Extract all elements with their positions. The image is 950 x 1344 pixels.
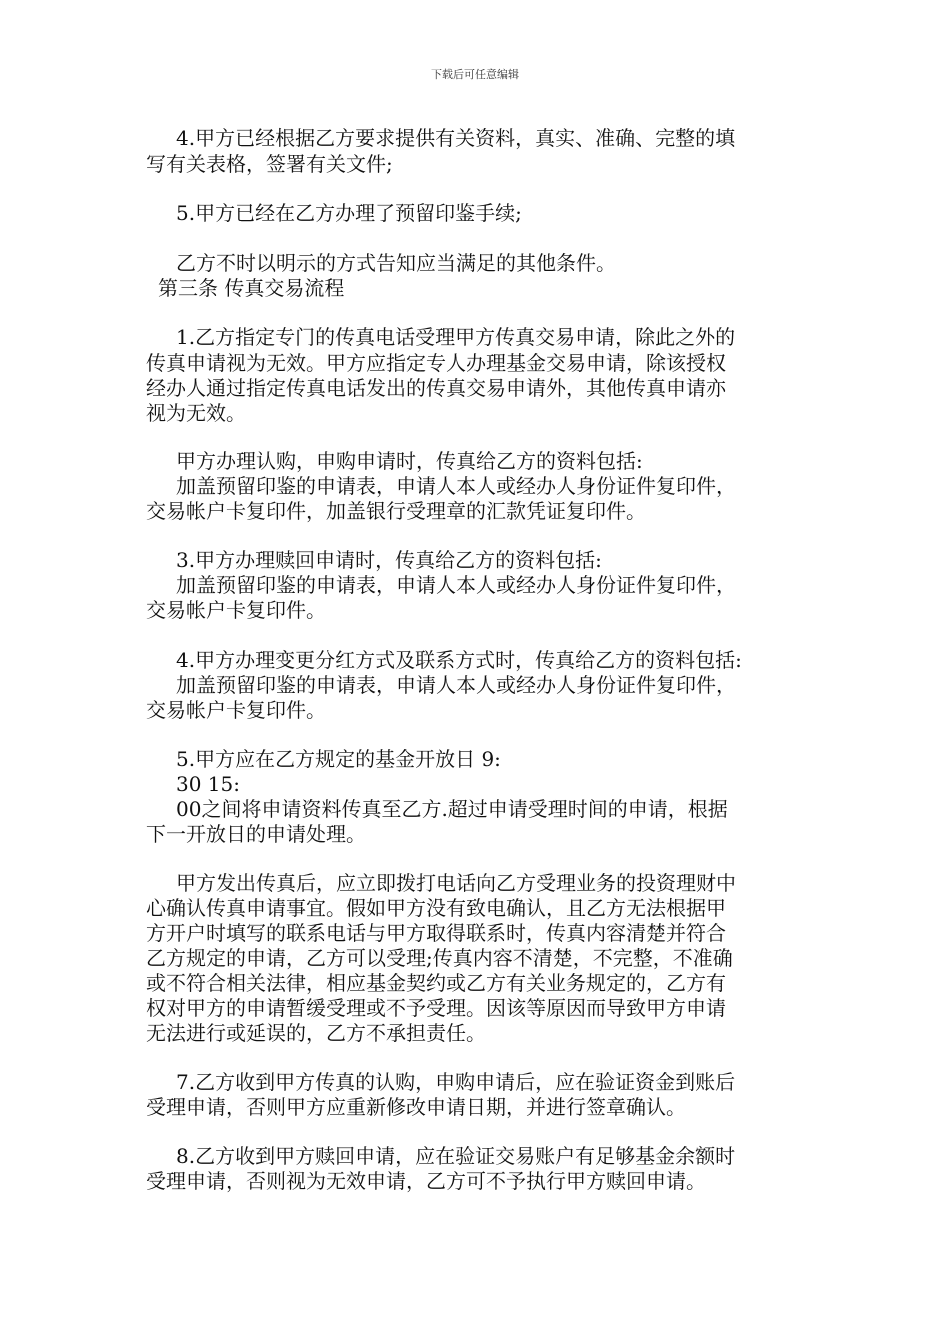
text-line: 乙方规定的申请，乙方可以受理;传真内容不清楚，不完整，不准确 bbox=[146, 946, 733, 970]
text-line: 1.乙方指定专门的传真电话受理甲方传真交易申请，除此之外的 bbox=[176, 325, 736, 349]
text-line: 写有关表格，签署有关文件; bbox=[146, 152, 393, 176]
text-line: 交易帐户卡复印件。 bbox=[146, 598, 326, 622]
text-line: 甲方发出传真后，应立即拨打电话向乙方受理业务的投资理财中 bbox=[176, 871, 736, 895]
text-line: 加盖预留印鉴的申请表，申请人本人或经办人身份证件复印件， bbox=[176, 673, 736, 697]
text-line: 乙方不时以明示的方式告知应当满足的其他条件。 bbox=[176, 251, 616, 275]
text-line: 7.乙方收到甲方传真的认购，申购申请后，应在验证资金到账后 bbox=[176, 1070, 736, 1094]
text-line: 5.甲方已经在乙方办理了预留印鉴手续; bbox=[176, 201, 522, 225]
text-line: 权对甲方的申请暂缓受理或不予受理。因该等原因而导致甲方申请 bbox=[146, 996, 726, 1020]
text-line: 5.甲方应在乙方规定的基金开放日 9: bbox=[176, 747, 501, 771]
text-line: 方开户时填写的联系电话与甲方取得联系时，传真内容清楚并符合 bbox=[146, 921, 726, 945]
text-line: 甲方办理认购，申购申请时，传真给乙方的资料包括: bbox=[176, 449, 643, 473]
text-line: 30 15: bbox=[176, 772, 240, 796]
text-line: 交易帐户卡复印件。 bbox=[146, 698, 326, 722]
text-line: 3.甲方办理赎回申请时，传真给乙方的资料包括: bbox=[176, 548, 602, 572]
text-line: 4.甲方办理变更分红方式及联系方式时，传真给乙方的资料包括: bbox=[176, 648, 742, 672]
text-line: 下一开放日的申请处理。 bbox=[146, 822, 366, 846]
section-heading: 第三条 传真交易流程 bbox=[158, 276, 345, 300]
text-line: 8.乙方收到甲方赎回申请，应在验证交易账户有足够基金余额时 bbox=[176, 1144, 736, 1168]
text-line: 传真申请视为无效。甲方应指定专人办理基金交易申请，除该授权 bbox=[146, 351, 726, 375]
text-line: 心确认传真申请事宜。假如甲方没有致电确认，且乙方无法根据甲 bbox=[146, 896, 726, 920]
page-header: 下载后可任意编辑 bbox=[431, 68, 519, 81]
text-line: 4.甲方已经根据乙方要求提供有关资料，真实、准确、完整的填 bbox=[176, 126, 736, 150]
text-line: 或不符合相关法律，相应基金契约或乙方有关业务规定的，乙方有 bbox=[146, 971, 726, 995]
text-line: 受理申请，否则视为无效申请，乙方可不予执行甲方赎回申请。 bbox=[146, 1169, 706, 1193]
text-line: 视为无效。 bbox=[146, 401, 246, 425]
text-line: 加盖预留印鉴的申请表，申请人本人或经办人身份证件复印件， bbox=[176, 573, 736, 597]
text-line: 00之间将申请资料传真至乙方.超过申请受理时间的申请，根据 bbox=[176, 797, 728, 821]
text-line: 交易帐户卡复印件，加盖银行受理章的汇款凭证复印件。 bbox=[146, 499, 646, 523]
text-line: 加盖预留印鉴的申请表，申请人本人或经办人身份证件复印件， bbox=[176, 474, 736, 498]
text-line: 经办人通过指定传真电话发出的传真交易申请外，其他传真申请亦 bbox=[146, 376, 726, 400]
text-line: 无法进行或延误的，乙方不承担责任。 bbox=[146, 1021, 486, 1045]
text-line: 受理申请，否则甲方应重新修改申请日期，并进行签章确认。 bbox=[146, 1095, 686, 1119]
